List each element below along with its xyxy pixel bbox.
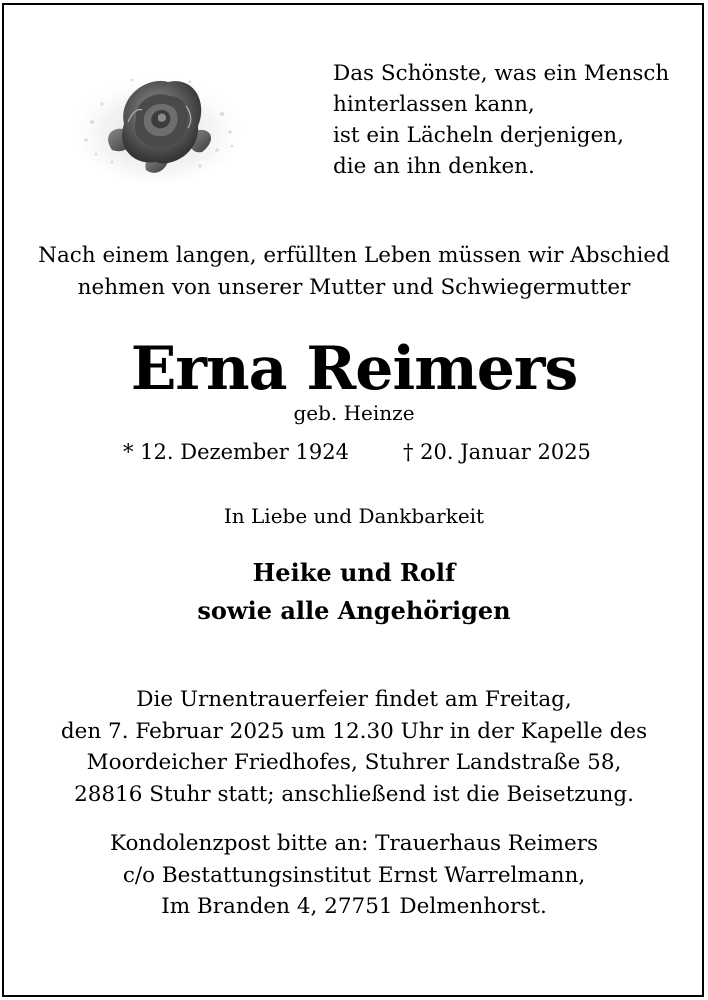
condolence-line: Im Branden 4, 27751 Delmenhorst. <box>161 894 547 919</box>
dedication-text: In Liebe und Dankbarkeit <box>223 504 485 528</box>
memorial-verse <box>333 58 673 182</box>
service-line: den 7. Februar 2025 um 12.30 Uhr in der Kapelle des <box>60 718 648 744</box>
birth-date: * 12. Dezember 1924 <box>123 440 349 464</box>
verse-line: ist ein Lächeln derjenigen, <box>333 123 624 148</box>
condolence-address <box>0 828 708 923</box>
verse-line: die an ihn denken. <box>333 154 535 179</box>
service-line: 28816 Stuhr statt; anschließend ist die Beisetzung. <box>74 781 634 807</box>
condolence-line: Kondolenzpost bitte an: Trauerhaus Reimers <box>109 831 599 856</box>
funeral-service-info <box>0 684 708 810</box>
service-line: Die Urnentrauerfeier findet am Freitag, <box>136 687 572 712</box>
mourners-line: sowie alle Angehörigen <box>197 596 511 625</box>
intro-line: Nach einem langen, erfüllten Leben müssen wir Abschied <box>38 243 670 268</box>
birth-name: geb. Heinze <box>293 401 415 425</box>
deceased-name: Erna Reimers <box>130 334 578 404</box>
mourners-line: Heike und Rolf <box>252 558 456 587</box>
verse-line: Das Schönste, was ein Mensch <box>333 61 670 86</box>
mourners-names <box>0 554 708 630</box>
rose-icon <box>72 62 242 184</box>
verse-line: hinterlassen kann, <box>333 92 535 117</box>
intro-text <box>0 240 708 304</box>
death-date: † 20. Januar 2025 <box>403 440 591 464</box>
condolence-line: c/o Bestattungsinstitut Ernst Warrelmann, <box>122 862 586 888</box>
intro-line: nehmen von unserer Mutter und Schwiegermutter <box>77 275 631 300</box>
service-line: Moordeicher Friedhofes, Stuhrer Landstraße 58, <box>86 750 622 775</box>
